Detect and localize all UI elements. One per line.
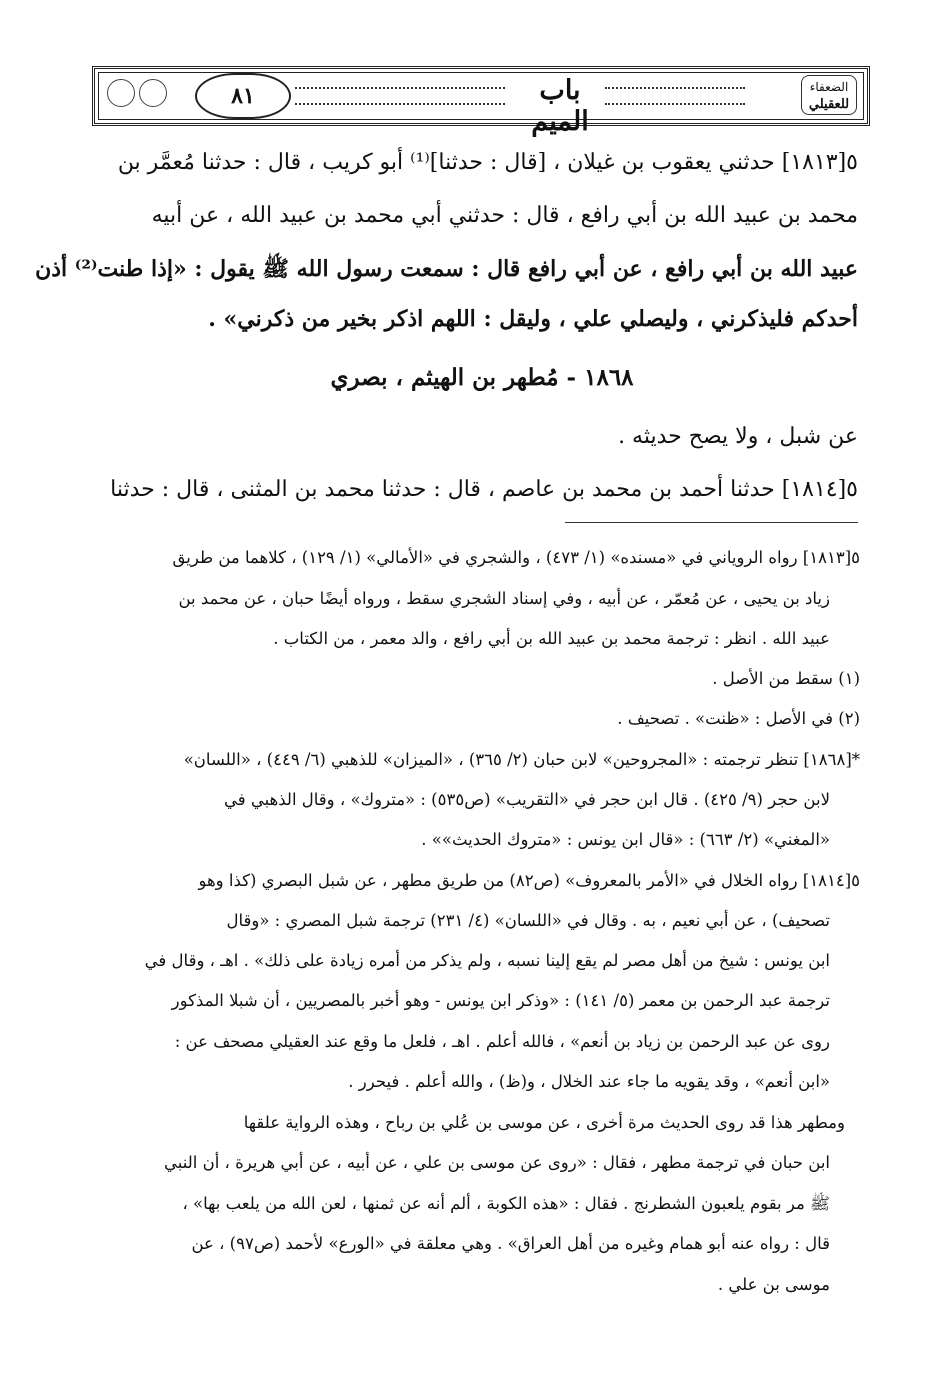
footnote-separator: [565, 522, 858, 523]
logo-line-2: للعقيلي: [808, 97, 850, 112]
main-text-line: عبيد الله بن أبي رافع ، عن أبي رافع قال : سمعت رسول الله ﷺ يقول : «إذا طنت⁽²⁾ أذن: [35, 256, 858, 282]
footnote-line: *[١٨٦٨] تنظر ترجمته : «المجروحين» لابن حبان (٢/ ٣٦٥) ، «الميزان» للذهبي (٦/ ٤٤٩) ، «اللسان»: [183, 750, 860, 769]
footnote-line: موسى بن علي .: [717, 1275, 830, 1294]
footnote-line: قال : رواه عنه أبو همام وغيره من أهل العراق» . وهي معلقة في «الورع» لأحمد (ص٩٧) ، عن: [191, 1234, 830, 1253]
footnote-line: «ابن أنعم» ، وقد يقويه ما جاء عند الخلال ، و(ظ) ، والله أعلم . فيحرر .: [348, 1072, 830, 1091]
footnote-line: ٥[١٨١٣] رواه الروياني في «مسنده» (١/ ٤٧٣) ، والشجري في «الأمالي» (١/ ١٢٩) ، كلاهما من طريق: [172, 548, 860, 567]
footnote-line: ٥[١٨١٤] رواه الخلال في «الأمر بالمعروف» (ص٨٢) من طريق مطهر ، عن شبل البصري (كذا وهو: [198, 871, 860, 890]
main-text-line: ٥[١٨١٣] حدثني يعقوب بن غيلان ، [قال : حدثنا]⁽¹⁾ أبو كريب ، قال : حدثنا مُعمَّر بن: [117, 150, 858, 175]
page-header: [92, 66, 870, 137]
footnote-line: ابن حبان في ترجمة مطهر ، فقال : «روى عن موسى بن علي ، عن أبيه ، عن أبي هريرة ، أن النبي: [164, 1153, 830, 1172]
footnote-line: عبيد الله . انظر : ترجمة محمد بن عبيد الله بن أبي رافع ، والد معمر ، من الكتاب .: [273, 629, 830, 648]
book-logo: [801, 75, 857, 115]
footnote-line: ابن يونس : شيخ من أهل مصر لم يقع إلينا نسبه ، ولم يذكر من أمره زيادة على ذلك» . اهـ ، وقال في: [144, 951, 830, 970]
chapter-title: باب الميم: [531, 75, 589, 137]
page-number: ٨١: [195, 73, 291, 119]
footnote-line: ترجمة عبد الرحمن بن معمر (٥/ ١٤١) : «وذكر ابن يونس - وهو أخبر بالمصريين ، أن شبلا المذكور: [171, 991, 830, 1010]
logo-line-1: الضعفاء: [809, 80, 849, 94]
footnote-line: (٢) في الأصل : «ظنت» . تصحيف .: [617, 709, 860, 728]
footnote-line: روى عن عبد الرحمن بن زياد بن أنعم» ، فالله أعلم . اهـ ، فلعل ما وقع عند العقيلي مصحف عن :: [174, 1032, 830, 1051]
ornament-icon: [139, 79, 167, 107]
footnote-line: «المغني» (٢/ ٦٦٣) : «قال ابن يونس : «متروك الحديث»» .: [421, 830, 830, 849]
header-ornament-right: [605, 87, 745, 105]
entry-text-line: عن شبل ، ولا يصح حديثه .: [618, 424, 858, 449]
header-ornament-left: [295, 87, 505, 105]
footnote-line: ومطهر هذا قد روى الحديث مرة أخرى ، عن موسى بن عُلي بن رباح ، وهذه الرواية علقها: [243, 1113, 845, 1132]
footnote-line: ﷺ مر بقوم يلعبون الشطرنج . فقال : «هذه الكوبة ، ألم أنه عن ثمنها ، لعن الله من يلعب بها» ،: [182, 1194, 830, 1213]
footnote-line: (١) سقط من الأصل .: [712, 669, 860, 688]
ornament-icon: [107, 79, 135, 107]
main-text-line: أحدكم فليذكرني ، وليصلي علي ، وليقل : اللهم اذكر بخير من ذكرني» .: [208, 306, 858, 332]
main-text-line: محمد بن عبيد الله بن أبي رافع ، قال : حدثني أبي محمد بن عبيد الله ، عن أبيه: [151, 203, 858, 228]
entry-text-line: ٥[١٨١٤] حدثنا أحمد بن محمد بن عاصم ، قال : حدثنا محمد بن المثنى ، قال : حدثنا: [110, 477, 858, 502]
footnote-line: لابن حجر (٩/ ٤٢٥) . قال ابن حجر في «التقريب» (ص٥٣٥) : «متروك» ، وقال الذهبي في: [223, 790, 830, 809]
footnote-line: تصحيف) ، عن أبي نعيم ، به . وقال في «اللسان» (٤/ ٢٣١) ترجمة شبل المصري : «وقال: [226, 911, 830, 930]
footnote-line: زياد بن يحيى ، عن مُعمّر ، عن أبيه ، وفي إسناد الشجري سقط ، ورواه أيضًا حبان ، عن محمد بن: [178, 589, 830, 608]
entry-title: ١٨٦٨ - مُطهر بن الهيثم ، بصري: [330, 364, 634, 391]
